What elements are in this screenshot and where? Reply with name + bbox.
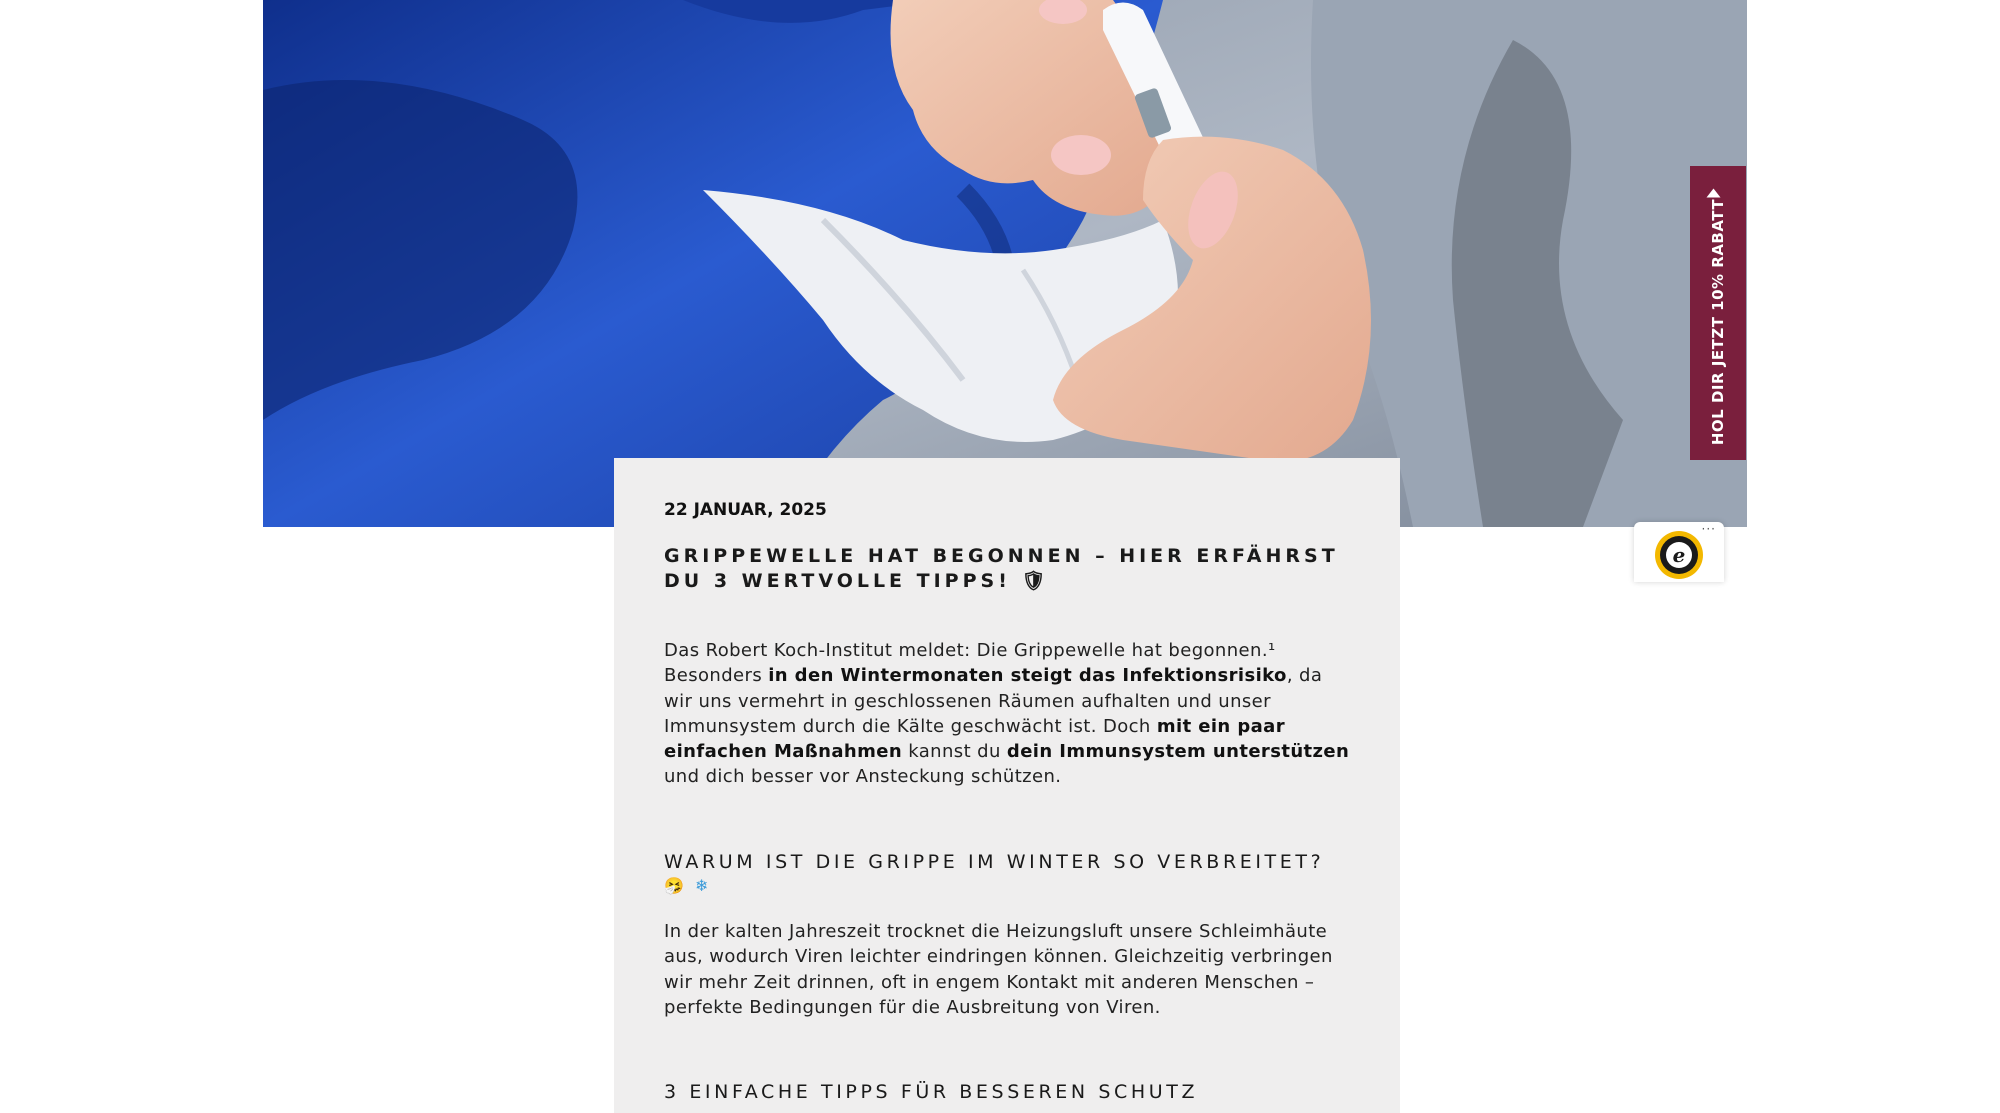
- badge-menu-icon[interactable]: ···: [1701, 522, 1716, 536]
- intro-text-1: Das Robert Koch-Institut meldet: Die Grippewelle hat begonnen.¹ Besonders: [664, 640, 1276, 687]
- discount-side-tab[interactable]: [1690, 166, 1746, 460]
- hero-photo: [263, 0, 1747, 527]
- article-card: [614, 458, 1400, 1113]
- intro-text-3: kannst du: [902, 741, 1007, 763]
- intro-bold-3: dein Immunsystem unterstützen: [1006, 741, 1350, 763]
- article-intro-paragraph: [664, 638, 1354, 790]
- trusted-shops-badge[interactable]: [1634, 522, 1724, 582]
- svg-text:e: e: [1672, 543, 1686, 567]
- section-heading-flu-winter: WARUM IST DIE GRIPPE IM WINTER SO VERBREITET?: [664, 851, 1325, 873]
- discount-tab-label: HOL DIR JETZT 10% RABATT: [1709, 198, 1727, 446]
- sneezing-face-icon: 🤧: [664, 876, 684, 895]
- hero-image: [263, 0, 1747, 527]
- trusted-shops-seal-icon: [1654, 530, 1704, 580]
- intro-bold-1: in den Wintermonaten steigt das Infektionsrisiko: [768, 665, 1287, 687]
- article-date: 22 JANUAR, 2025: [664, 500, 827, 520]
- section-heading-emojis: [664, 876, 714, 898]
- intro-text-4: und dich besser vor Ansteckung schützen.: [664, 766, 1062, 788]
- section-heading-tips: 3 EINFACHE TIPPS FÜR BESSEREN SCHUTZ: [664, 1081, 1199, 1103]
- snowflake-icon: ❄: [695, 876, 709, 895]
- expand-arrow-icon: [1707, 189, 1721, 198]
- intro-text-2: , da wir uns vermehrt in geschlossenen Räumen aufhalten und unser Immunsystem durch die Kälte geschwächt ist. Doch: [664, 665, 1323, 737]
- intro-bold-2: mit ein paar einfachen Maßnahmen: [664, 715, 1285, 763]
- section-body-flu-winter: In der kalten Jahreszeit trocknet die Heizungsluft unsere Schleimhäute aus, wodurch Viren leichter eindringen können. Gleichzeitig verbringen wir mehr Zeit drinnen, oft in engem Kontakt mit anderen Menschen – perfekte Bedingungen für die Ausbreitung von Viren.: [664, 921, 1333, 1018]
- article-title: GRIPPEWELLE HAT BEGONNEN – HIER ERFÄHRST DU 3 WERTVOLLE TIPPS! 🛡: [664, 545, 1339, 592]
